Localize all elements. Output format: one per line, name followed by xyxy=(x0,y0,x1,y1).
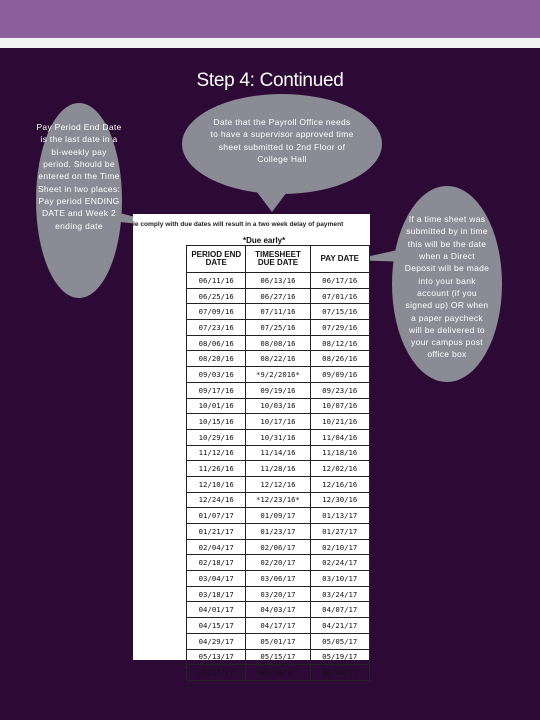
table-header-row xyxy=(187,246,370,273)
table-row xyxy=(187,382,370,398)
cell-timesheet-due: 03/20/17 xyxy=(246,586,310,602)
table-row xyxy=(187,633,370,649)
cell-period-end: 02/18/17 xyxy=(187,555,246,571)
cell-pay-date: 04/07/17 xyxy=(310,602,370,618)
cell-pay-date: 10/07/16 xyxy=(310,398,370,414)
cell-period-end: 04/01/17 xyxy=(187,602,246,618)
cell-timesheet-due: *9/2/2016* xyxy=(246,367,310,383)
cell-pay-date: 02/24/17 xyxy=(310,555,370,571)
table-row xyxy=(187,288,370,304)
cell-pay-date: 07/29/16 xyxy=(310,320,370,336)
cell-pay-date: 02/10/17 xyxy=(310,539,370,555)
table-row xyxy=(187,508,370,524)
cell-pay-date: 12/02/16 xyxy=(310,461,370,477)
cell-timesheet-due: 07/11/16 xyxy=(246,304,310,320)
cell-period-end: 07/09/16 xyxy=(187,304,246,320)
cell-pay-date: 12/30/16 xyxy=(310,492,370,508)
cell-pay-date: 10/21/16 xyxy=(310,414,370,430)
cell-timesheet-due: 06/13/16 xyxy=(246,273,310,289)
table-row xyxy=(187,304,370,320)
cell-period-end: 08/20/16 xyxy=(187,351,246,367)
cell-pay-date: 04/21/17 xyxy=(310,618,370,634)
cell-period-end: 06/11/16 xyxy=(187,273,246,289)
cell-pay-date: 07/15/16 xyxy=(310,304,370,320)
header-band xyxy=(0,0,540,38)
table-row xyxy=(187,367,370,383)
cell-timesheet-due: 01/09/17 xyxy=(246,508,310,524)
column-header-pay-date: PAY DATE xyxy=(310,246,370,273)
table-row xyxy=(187,398,370,414)
cell-pay-date: 05/05/17 xyxy=(310,633,370,649)
cell-period-end: 01/07/17 xyxy=(187,508,246,524)
table-row xyxy=(187,445,370,461)
cell-timesheet-due: *05/26/17* xyxy=(246,665,310,681)
cell-period-end: 10/29/16 xyxy=(187,429,246,445)
cell-pay-date: 08/12/16 xyxy=(310,335,370,351)
cell-period-end: 03/18/17 xyxy=(187,586,246,602)
cell-period-end: 11/12/16 xyxy=(187,445,246,461)
cell-period-end: 09/17/16 xyxy=(187,382,246,398)
cell-pay-date: 09/09/16 xyxy=(310,367,370,383)
cell-timesheet-due: 07/25/16 xyxy=(246,320,310,336)
cell-timesheet-due: 03/06/17 xyxy=(246,571,310,587)
cell-timesheet-due: *12/23/16* xyxy=(246,492,310,508)
table-row xyxy=(187,320,370,336)
cell-period-end: 04/29/17 xyxy=(187,633,246,649)
table-row xyxy=(187,586,370,602)
table-row xyxy=(187,273,370,289)
cell-pay-date: 01/27/17 xyxy=(310,524,370,540)
callout-period-end-text: Pay Period End Date is the last date in a bi-weekly pay period. Should be entered on the Time Sheet in two places: Pay period ENDING DATE and Week 2 ending date xyxy=(36,122,122,231)
cell-pay-date: 11/18/16 xyxy=(310,445,370,461)
cell-pay-date: 06/02/17 xyxy=(310,665,370,681)
document-header-note: le comply with due dates will result in a two week delay of payment xyxy=(133,221,344,228)
cell-period-end: 04/15/17 xyxy=(187,618,246,634)
cell-timesheet-due: 04/17/17 xyxy=(246,618,310,634)
cell-period-end: 08/06/16 xyxy=(187,335,246,351)
cell-timesheet-due: 09/19/16 xyxy=(246,382,310,398)
table-row xyxy=(187,524,370,540)
slide-title: Step 4: Continued xyxy=(196,70,344,91)
cell-timesheet-due: 01/23/17 xyxy=(246,524,310,540)
cell-timesheet-due: 10/31/16 xyxy=(246,429,310,445)
due-early-note: *Due early* xyxy=(243,236,286,245)
cell-period-end: 03/04/17 xyxy=(187,571,246,587)
cell-period-end: 05/27/17 xyxy=(187,665,246,681)
cell-period-end: 06/25/16 xyxy=(187,288,246,304)
cell-pay-date: 09/23/16 xyxy=(310,382,370,398)
column-header-timesheet-due: TIMESHEET DUE DATE xyxy=(246,246,310,273)
cell-pay-date: 03/10/17 xyxy=(310,571,370,587)
cell-timesheet-due: 05/01/17 xyxy=(246,633,310,649)
cell-period-end: 10/01/16 xyxy=(187,398,246,414)
column-header-period-end: PERIOD END DATE xyxy=(187,246,246,273)
cell-period-end: 02/04/17 xyxy=(187,539,246,555)
cell-period-end: 12/24/16 xyxy=(187,492,246,508)
cell-pay-date: 07/01/16 xyxy=(310,288,370,304)
table-row xyxy=(187,539,370,555)
payroll-schedule-document xyxy=(133,214,370,678)
cell-period-end: 05/13/17 xyxy=(187,649,246,665)
callout-pay-date xyxy=(392,186,502,382)
cell-period-end: 10/15/16 xyxy=(187,414,246,430)
header-divider xyxy=(0,38,540,48)
cell-period-end: 01/21/17 xyxy=(187,524,246,540)
cell-period-end: 09/03/16 xyxy=(187,367,246,383)
callout-pay-date-text: If a time sheet was submitted by in time this will be the date when a Direct Deposit will be made into your bank account (if you signed up) OR when a paper paycheck will be delivered to your campus post office box xyxy=(404,214,490,360)
table-row xyxy=(187,461,370,477)
cell-pay-date: 12/16/16 xyxy=(310,476,370,492)
cell-pay-date: 01/13/17 xyxy=(310,508,370,524)
callout-timesheet-due-text: Date that the Payroll Office needs to have a supervisor approved time sheet submitted to 2nd Floor of College Hall xyxy=(210,117,354,164)
table-row xyxy=(187,618,370,634)
table-row xyxy=(187,649,370,665)
cell-pay-date: 11/04/16 xyxy=(310,429,370,445)
cell-timesheet-due: 08/08/16 xyxy=(246,335,310,351)
callout-timesheet-due-date xyxy=(182,94,382,194)
cell-timesheet-due: 11/28/16 xyxy=(246,461,310,477)
cell-timesheet-due: 12/12/16 xyxy=(246,476,310,492)
table-row xyxy=(187,602,370,618)
cell-period-end: 11/26/16 xyxy=(187,461,246,477)
cell-timesheet-due: 02/20/17 xyxy=(246,555,310,571)
cell-timesheet-due: 11/14/16 xyxy=(246,445,310,461)
cell-timesheet-due: 10/17/16 xyxy=(246,414,310,430)
table-row xyxy=(187,351,370,367)
callout-period-end-date xyxy=(36,103,122,298)
table-body xyxy=(187,273,370,681)
table-row xyxy=(187,414,370,430)
payroll-dates-table xyxy=(186,245,370,681)
cell-timesheet-due: 08/22/16 xyxy=(246,351,310,367)
cell-pay-date: 06/17/16 xyxy=(310,273,370,289)
table-row xyxy=(187,476,370,492)
table-row xyxy=(187,492,370,508)
table-row xyxy=(187,555,370,571)
cell-timesheet-due: 04/03/17 xyxy=(246,602,310,618)
cell-period-end: 07/23/16 xyxy=(187,320,246,336)
cell-timesheet-due: 05/15/17 xyxy=(246,649,310,665)
cell-pay-date: 05/19/17 xyxy=(310,649,370,665)
table-row xyxy=(187,665,370,681)
cell-timesheet-due: 10/03/16 xyxy=(246,398,310,414)
table-row xyxy=(187,335,370,351)
table-row xyxy=(187,571,370,587)
cell-period-end: 12/10/16 xyxy=(187,476,246,492)
table-row xyxy=(187,429,370,445)
cell-timesheet-due: 02/06/17 xyxy=(246,539,310,555)
cell-pay-date: 03/24/17 xyxy=(310,586,370,602)
cell-timesheet-due: 06/27/16 xyxy=(246,288,310,304)
cell-pay-date: 08/26/16 xyxy=(310,351,370,367)
